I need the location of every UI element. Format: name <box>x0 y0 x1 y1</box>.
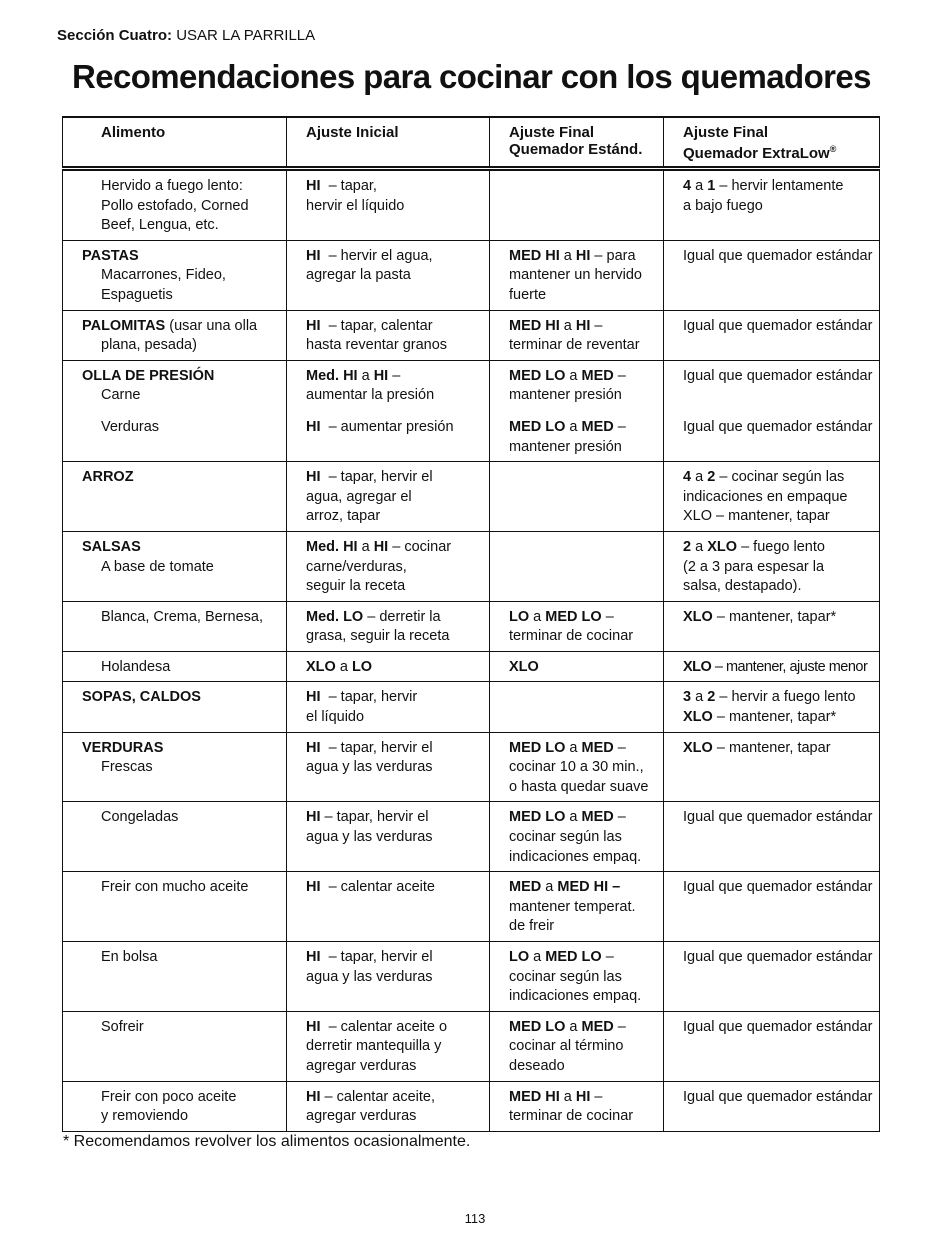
food-cell: SOPAS, CALDOS <box>63 682 287 732</box>
extralow-cell: 2 a XLO – fuego lento (2 a 3 para espesar la salsa, destapado). <box>664 531 880 601</box>
std-cell: MED HI a HI – para mantener un hervido fuerte <box>490 240 664 310</box>
table-row <box>63 240 880 310</box>
table-row <box>63 410 880 462</box>
extralow-cell: XLO – mantener, tapar <box>664 732 880 802</box>
food-cell: PALOMITAS (usar una olla plana, pesada) <box>63 310 287 360</box>
extralow-cell: Igual que quemador estándar <box>664 310 880 360</box>
table-row <box>63 1011 880 1081</box>
food-cell: PASTAS Macarrones, Fideo, Espaguetis <box>63 240 287 310</box>
std-cell <box>490 462 664 532</box>
header-ajuste-inicial: Ajuste Inicial <box>287 117 490 169</box>
initial-cell: HI – calentar aceite o derretir mantequilla y agregar verduras <box>287 1011 490 1081</box>
section-name: USAR LA PARRILLA <box>176 27 316 44</box>
table-row <box>63 802 880 872</box>
initial-cell: Med. LO – derretir la grasa, seguir la receta <box>287 601 490 651</box>
initial-cell: HI – tapar, hervir el líquido <box>287 169 490 241</box>
food-cell: OLLA DE PRESIÓN Carne <box>63 360 287 410</box>
section-label: Sección Cuatro: <box>57 27 173 44</box>
std-cell: MED LO a MED – mantener presión <box>490 410 664 462</box>
std-cell: MED LO a MED – cocinar según las indicaciones empaq. <box>490 802 664 872</box>
initial-cell: HI – aumentar presión <box>287 410 490 462</box>
food-cell: Freir con poco aceite y removiendo <box>63 1081 287 1131</box>
food-cell: Verduras <box>63 410 287 462</box>
header-ajuste-final-extralow: Ajuste Final Quemador ExtraLow® <box>664 117 880 169</box>
std-cell <box>490 682 664 732</box>
extralow-cell: 3 a 2 – hervir a fuego lento XLO – mantener, tapar* <box>664 682 880 732</box>
extralow-cell: Igual que quemador estándar <box>664 1081 880 1131</box>
food-cell: Freir con mucho aceite <box>63 872 287 942</box>
initial-cell: HI – hervir el agua, agregar la pasta <box>287 240 490 310</box>
page-title: Recomendaciones para cocinar con los quemadores <box>72 58 871 95</box>
table-row <box>63 531 880 601</box>
std-cell: LO a MED LO – terminar de cocinar <box>490 601 664 651</box>
food-cell: ARROZ <box>63 462 287 532</box>
table-header-row <box>63 117 880 169</box>
footnote: * Recomendamos revolver los alimentos ocasionalmente. <box>63 1133 471 1150</box>
food-cell: Sofreir <box>63 1011 287 1081</box>
initial-cell: XLO a LO <box>287 651 490 682</box>
initial-cell: HI – tapar, hervir el agua y las verduras <box>287 802 490 872</box>
food-cell: Congeladas <box>63 802 287 872</box>
extralow-cell: Igual que quemador estándar <box>664 360 880 410</box>
table-row <box>63 682 880 732</box>
food-cell: Holandesa <box>63 651 287 682</box>
std-cell: MED LO a MED – cocinar 10 a 30 min., o hasta quedar suave <box>490 732 664 802</box>
std-cell: MED HI a HI – terminar de reventar <box>490 310 664 360</box>
std-cell <box>490 169 664 241</box>
table-row <box>63 651 880 682</box>
header-alimento: Alimento <box>63 117 287 169</box>
food-cell: En bolsa <box>63 942 287 1012</box>
food-cell: SALSAS A base de tomate <box>63 531 287 601</box>
initial-cell: HI – tapar, hervir el agua, agregar el arroz, tapar <box>287 462 490 532</box>
header-ajuste-final-estandar: Ajuste Final Quemador Estánd. <box>490 117 664 169</box>
std-cell: MED LO a MED – cocinar al término deseado <box>490 1011 664 1081</box>
table-row <box>63 169 880 241</box>
table-row <box>63 601 880 651</box>
table-row <box>63 942 880 1012</box>
table-row <box>63 872 880 942</box>
initial-cell: Med. HI a HI – aumentar la presión <box>287 360 490 410</box>
extralow-cell: Igual que quemador estándar <box>664 942 880 1012</box>
table-row <box>63 1081 880 1131</box>
initial-cell: HI – tapar, calentar hasta reventar granos <box>287 310 490 360</box>
initial-cell: HI – tapar, hervir el agua y las verduras <box>287 732 490 802</box>
std-cell: MED HI a HI – terminar de cocinar <box>490 1081 664 1131</box>
initial-cell: Med. HI a HI – cocinar carne/verduras, seguir la receta <box>287 531 490 601</box>
extralow-cell: XLO – mantener, tapar* <box>664 601 880 651</box>
table-row <box>63 360 880 410</box>
extralow-cell: XLO – mantener, ajuste menor <box>664 651 880 682</box>
cooking-table <box>62 116 880 1132</box>
std-cell <box>490 531 664 601</box>
extralow-cell: Igual que quemador estándar <box>664 802 880 872</box>
extralow-cell: Igual que quemador estándar <box>664 410 880 462</box>
food-cell: Hervido a fuego lento: Pollo estofado, Corned Beef, Lengua, etc. <box>63 169 287 241</box>
food-cell: Blanca, Crema, Bernesa, <box>63 601 287 651</box>
extralow-cell: Igual que quemador estándar <box>664 240 880 310</box>
table-row <box>63 732 880 802</box>
initial-cell: HI – calentar aceite <box>287 872 490 942</box>
section-header <box>57 27 315 44</box>
std-cell: MED a MED HI – mantener temperat. de freir <box>490 872 664 942</box>
extralow-cell: 4 a 1 – hervir lentamente a bajo fuego <box>664 169 880 241</box>
std-cell: MED LO a MED – mantener presión <box>490 360 664 410</box>
std-cell: XLO <box>490 651 664 682</box>
page-number: 113 <box>464 1211 486 1226</box>
extralow-cell: Igual que quemador estándar <box>664 872 880 942</box>
std-cell: LO a MED LO – cocinar según las indicaciones empaq. <box>490 942 664 1012</box>
initial-cell: HI – tapar, hervir el agua y las verduras <box>287 942 490 1012</box>
table-row <box>63 310 880 360</box>
table-row <box>63 462 880 532</box>
initial-cell: HI – tapar, hervir el líquido <box>287 682 490 732</box>
initial-cell: HI – calentar aceite, agregar verduras <box>287 1081 490 1131</box>
extralow-cell: Igual que quemador estándar <box>664 1011 880 1081</box>
extralow-cell: 4 a 2 – cocinar según las indicaciones en empaque XLO – mantener, tapar <box>664 462 880 532</box>
food-cell: VERDURAS Frescas <box>63 732 287 802</box>
